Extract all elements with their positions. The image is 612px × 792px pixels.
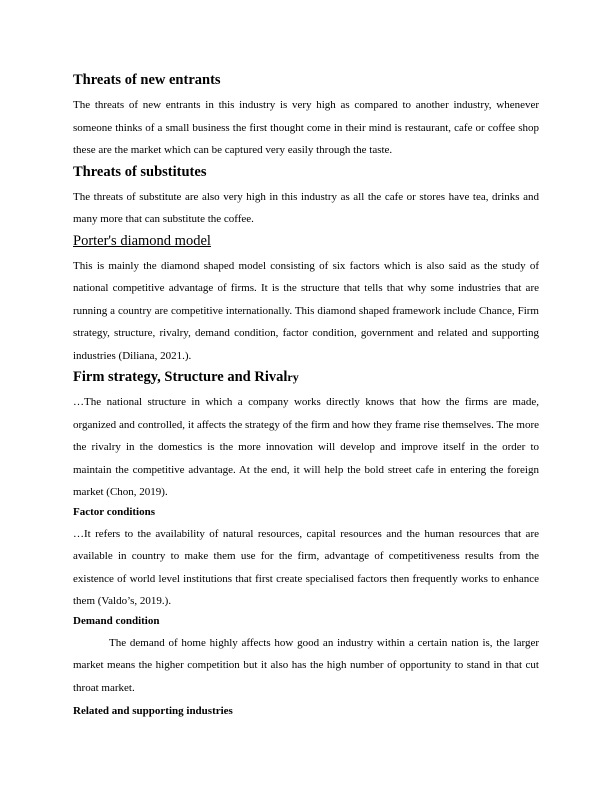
heading-firm-strategy-main: Firm strategy, Structure and Rival xyxy=(73,369,288,385)
heading-firm-strategy-tail: ry xyxy=(287,370,299,384)
heading-demand-condition: Demand condition xyxy=(73,614,160,627)
heading-porters-diamond-model: Porter's diamond model xyxy=(73,232,211,249)
heading-factor-conditions: Factor conditions xyxy=(73,505,155,518)
section-threats-of-substitutes xyxy=(73,162,539,231)
paragraph-threats-of-substitutes: The threats of substitute are also very high in this industry as all the cafe or stores have tea, drinks and many more that can substitute the coffee. xyxy=(73,190,539,225)
heading-threats-of-new-entrants: Threats of new entrants xyxy=(73,72,221,88)
paragraph-firm-strategy: …The national structure in which a company works directly knows that how the firms are made, organized and controlled, it affects the strategy of the firm and how they frame rise themselves. The more the rivalry in the domestics is the more innovation will develop and improve itself in the order to maintain the competitive advantage. At the end, it will help the bold street cafe in entering the foreign market (Chon, 2019). xyxy=(73,396,539,498)
paragraph-porters-diamond-model: This is mainly the diamond shaped model consisting of six factors which is also said as the study of national competitive advantage of firms. It is the structure that tells that why some industries that are running a country are competitive internationally. This diamond shaped framework include Chance, Firm strategy, structure, rivalry, demand condition, factor condition, government and related and supporting industries (Diliana, 2021.). xyxy=(73,259,539,362)
heading-related-supporting-industries: Related and supporting industries xyxy=(73,705,233,717)
paragraph-threats-of-new-entrants: The threats of new entrants in this industry is very high as compared to another industry, whenever someone thinks of a small business the first thought come in their mind is restaurant, cafe or coffee shop these are the market which can be captured very easily through the taste. xyxy=(73,99,539,156)
section-porters-diamond-model xyxy=(73,231,539,368)
document-page xyxy=(73,70,539,722)
heading-firm-strategy xyxy=(73,367,539,387)
paragraph-factor-conditions: …It refers to the availability of natural resources, capital resources and the human resources that are available in country to make them use for the firm, advantage of competitiveness results from the existence of world level institutions that first create specialised factors then frequently works to enhance them (Valdo’s, 2019.). xyxy=(73,527,539,607)
paragraph-demand-condition: The demand of home highly affects how good an industry within a certain nation is, the larger market means the higher competition but it also has the high number of opportunity to stand in that cut throat market. xyxy=(73,636,539,694)
section-threats-of-new-entrants xyxy=(73,70,539,162)
heading-threats-of-substitutes: Threats of substitutes xyxy=(73,163,207,180)
section-related-supporting-industries xyxy=(73,703,539,719)
section-firm-strategy xyxy=(73,367,539,504)
section-factor-conditions xyxy=(73,504,539,613)
section-demand-condition xyxy=(73,613,539,700)
